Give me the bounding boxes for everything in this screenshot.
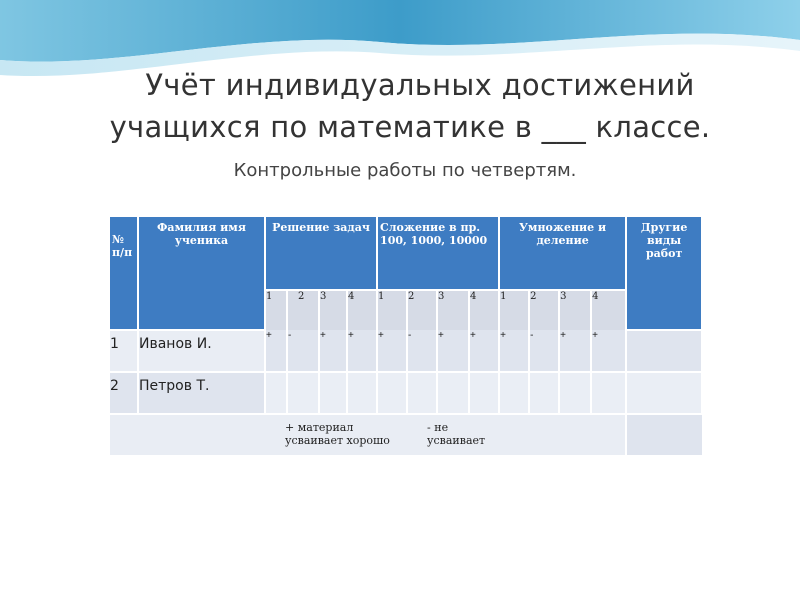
row-number: 1 [110, 330, 138, 372]
mark-cell: + [319, 330, 347, 372]
achievements-table [110, 217, 703, 455]
mark-cell [319, 372, 347, 414]
quarter-cell: 3 [437, 290, 469, 330]
mark-cell: + [347, 330, 377, 372]
mark-cell: + [559, 330, 591, 372]
mark-cell: + [499, 330, 529, 372]
quarter-cell: 3 [559, 290, 591, 330]
quarter-cell: 4 [469, 290, 499, 330]
column-header-other-works: Другие виды работ [626, 217, 702, 330]
mark-cell [499, 372, 529, 414]
mark-cell [377, 372, 407, 414]
quarter-cell: 1 [499, 290, 529, 330]
mark-cell [591, 372, 626, 414]
mark-cell: - [407, 330, 437, 372]
column-group-addition: Сложение в пр. 100, 1000, 10000 [377, 217, 499, 290]
mark-cell: + [591, 330, 626, 372]
quarter-cell: 3 [319, 290, 347, 330]
mark-cell: - [287, 330, 319, 372]
student-name: Иванов И. [138, 330, 265, 372]
column-group-problem-solving: Решение задач [265, 217, 377, 290]
mark-cell [437, 372, 469, 414]
student-name: Петров Т. [138, 372, 265, 414]
mark-cell [407, 372, 437, 414]
page-title-line2: учащихся по математике в ___ классе. [109, 110, 711, 144]
quarter-cell: 1 [265, 290, 287, 330]
row-number: 2 [110, 372, 138, 414]
quarter-cell: 4 [591, 290, 626, 330]
mark-cell: + [265, 330, 287, 372]
mark-cell: + [437, 330, 469, 372]
page-subtitle: Контрольные работы по четвертям. [233, 160, 577, 181]
mark-cell [347, 372, 377, 414]
table-header-row [110, 217, 702, 290]
mark-cell [287, 372, 319, 414]
mark-cell: + [377, 330, 407, 372]
table-row [110, 372, 702, 414]
mark-cell [529, 372, 559, 414]
quarter-cell: 2 [407, 290, 437, 330]
mark-cell [265, 372, 287, 414]
legend-plus: + материал усваивает хорошо [265, 414, 407, 455]
other-works-cell [626, 330, 702, 372]
legend-minus: - не усваивает [407, 414, 499, 455]
mark-cell: + [469, 330, 499, 372]
legend-row [110, 414, 702, 455]
quarter-cell: 2 [529, 290, 559, 330]
quarter-cell: 1 [377, 290, 407, 330]
mark-cell [559, 372, 591, 414]
column-group-multiplication: Умножение и деление [499, 217, 626, 290]
quarter-cell: 2 [287, 290, 319, 330]
page-title-line1: Учёт индивидуальных достижений [145, 68, 695, 102]
column-header-number: № п/п [110, 217, 138, 330]
mark-cell: - [529, 330, 559, 372]
mark-cell [469, 372, 499, 414]
column-header-name: Фамилия имя ученика [138, 217, 265, 330]
quarter-cell: 4 [347, 290, 377, 330]
other-works-cell [626, 372, 702, 414]
table-row [110, 330, 702, 372]
